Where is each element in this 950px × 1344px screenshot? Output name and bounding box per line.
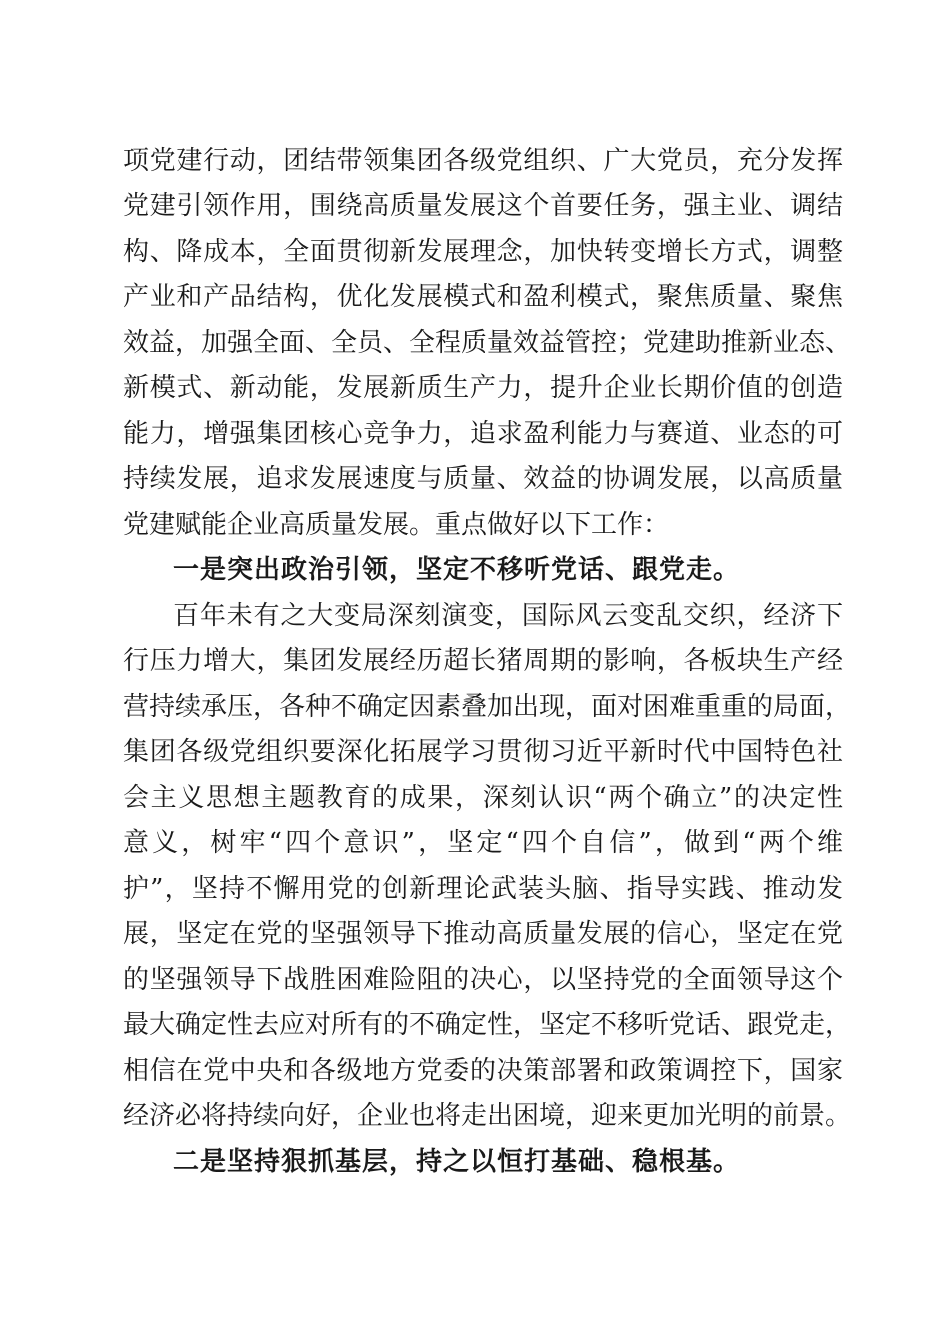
intro-line-5: 效益，加强全面、全员、全程质量效益管控；党建助推新业态、 bbox=[123, 328, 852, 358]
paragraph-1-line-7: 护”，坚持不懈用党的创新理论武装头脑、指导实践、推动发 bbox=[123, 874, 843, 904]
paragraph-1-line-4: 集团各级党组织要深化拓展学习贯彻习近平新时代中国特色社 bbox=[123, 737, 843, 767]
paragraph-1-line-1: 百年未有之大变局深刻演变，国际风云变乱交织，经济下 bbox=[173, 601, 843, 631]
paragraph-1-line-2: 行压力增大，集团发展经历超长猪周期的影响，各板块生产经 bbox=[123, 646, 843, 676]
intro-line-3: 构、降成本，全面贯彻新发展理念，加快转变增长方式，调整 bbox=[123, 237, 843, 267]
intro-line-2: 党建引领作用，围绕高质量发展这个首要任务，强主业、调结 bbox=[123, 191, 843, 221]
intro-line-8: 持续发展，追求发展速度与质量、效益的协调发展，以高质量 bbox=[123, 464, 843, 494]
intro-line-4: 产业和产品结构，优化发展模式和盈利模式，聚焦质量、聚焦 bbox=[123, 282, 843, 312]
paragraph-1-line-6: 意义，树牢“四个意识”，坚定“四个自信”，做到“两个维 bbox=[123, 828, 843, 858]
paragraph-1-line-5: 会主义思想主题教育的成果，深刻认识“两个确立”的决定性 bbox=[123, 783, 843, 813]
intro-line-7: 能力，增强集团核心竞争力，追求盈利能力与赛道、业态的可 bbox=[123, 419, 843, 449]
paragraph-1-line-10: 最大确定性去应对所有的不确定性，坚定不移听党话、跟党走， bbox=[123, 1010, 852, 1040]
paragraph-1-line-8: 展，坚定在党的坚强领导下推动高质量发展的信心，坚定在党 bbox=[123, 919, 843, 949]
paragraph-1-line-12: 经济必将持续向好，企业也将走出困境，迎来更加光明的前景。 bbox=[123, 1101, 852, 1131]
paragraph-1-line-11: 相信在党中央和各级地方党委的决策部署和政策调控下，国家 bbox=[123, 1056, 843, 1086]
intro-line-9: 党建赋能企业高质量发展。重点做好以下工作： bbox=[123, 510, 670, 540]
intro-line-6: 新模式、新动能，发展新质生产力，提升企业长期价值的创造 bbox=[123, 373, 843, 403]
section-heading-1: 一是突出政治引领，坚定不移听党话、跟党走。 bbox=[173, 555, 741, 585]
paragraph-1-line-3: 营持续承压，各种不确定因素叠加出现，面对困难重重的局面， bbox=[123, 692, 852, 722]
intro-line-1: 项党建行动，团结带领集团各级党组织、广大党员，充分发挥 bbox=[123, 146, 843, 176]
paragraph-1-line-9: 的坚强领导下战胜困难险阻的决心，以坚持党的全面领导这个 bbox=[123, 965, 843, 995]
section-heading-2: 二是坚持狠抓基层，持之以恒打基础、稳根基。 bbox=[173, 1147, 741, 1177]
